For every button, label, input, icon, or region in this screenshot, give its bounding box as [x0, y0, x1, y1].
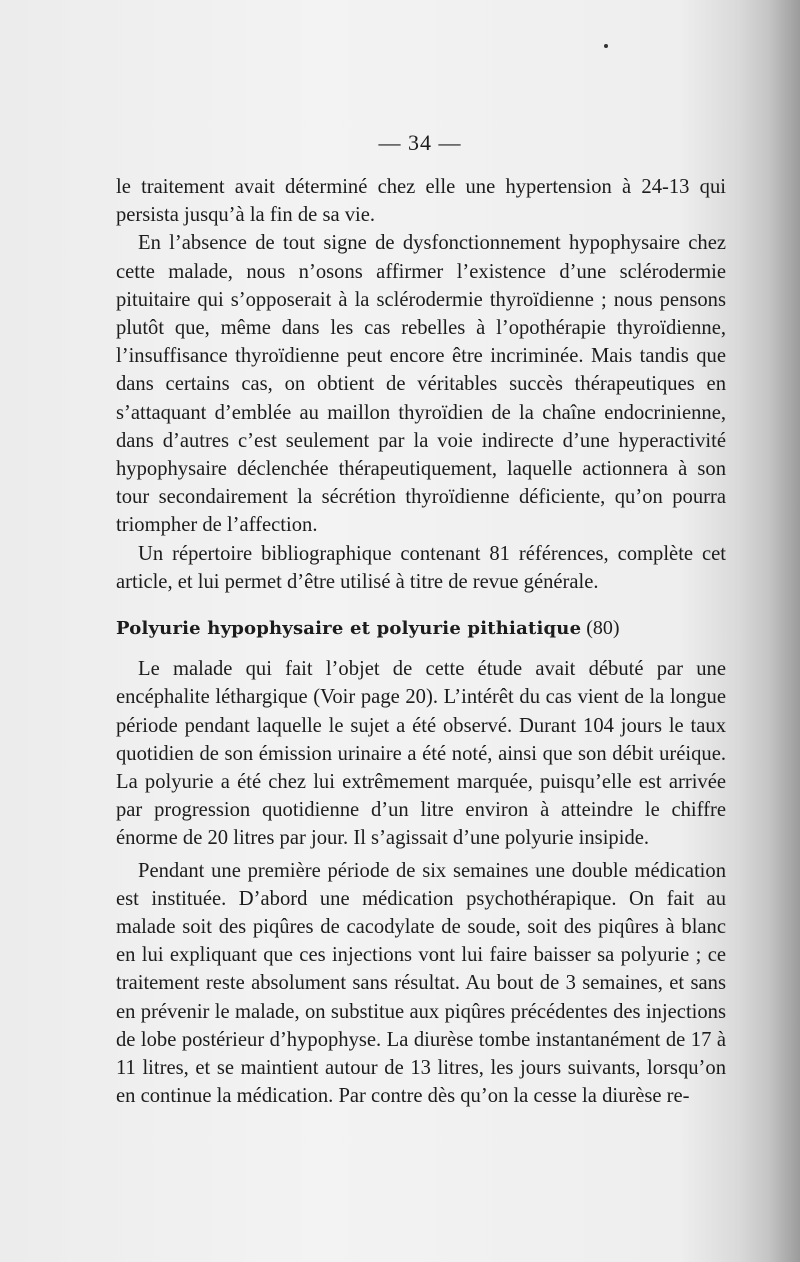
paragraph-bibliographie: Un répertoire bibliographique contenant 81 références, complète cet article, et lui permet d’être utilisé à titre de revue générale. [116, 542, 726, 593]
ink-speck [604, 44, 608, 48]
paragraph-continuation: le traitement avait déterminé chez elle une hypertension à 24-13 qui persista jusqu’à la fin de sa vie. [116, 176, 726, 227]
section-heading-ref: (80) [586, 617, 620, 640]
section-heading [116, 614, 726, 643]
paragraph-sclerodermie: En l’absence de tout signe de dysfonctionnement hypophysaire chez cette malade, nous n’osons affirmer l’existence d’une sclérodermie pituitaire qui s’opposerait à la sclérodermie thyroïdienne ; nous pensons plutôt que, même dans les cas rebelles à l’opothérapie thyroïdienne, l’insuffisance thyroïdienne peut encore être incriminée. Mais tandis que dans certains cas, on obtient de véritables succès thérapeutiques en s’attaquant d’emblée au maillon thyroïdien de la chaîne endocrinienne, dans d’autres c’est seulement par la voie indirecte d’une hyperactivité hypophysaire déclenchée thérapeutiquement, laquelle actionnera à son tour secondairement la sécrétion thyroïdienne déficiente, qu’on pourra triompher de l’affection. [116, 232, 726, 537]
paragraph-medication: Pendant une première période de six semaines une double médication est instituée. D’abord une médication psychothérapique. On fait au malade soit des piqûres de cacodylate de soude, soit des piqûres à blanc en lui expliquant que ces injections vont lui faire baisser sa polyurie ; ce traitement reste absolument sans résultat. Au bout de 3 semaines, et sans en prévenir le malade, on substitue aux piqûres précédentes des injections de lobe postérieur d’hypophyse. La diurèse tombe instantanément de 17 à 11 litres, et se maintient autour de 13 litres, les jours suivants, lorsqu’on en continue la médication. Par contre dès qu’on la cesse la diurèse re- [116, 859, 726, 1108]
page-number: — 34 — [378, 130, 462, 155]
paragraph-malade: Le malade qui fait l’objet de cette étude avait débuté par une encéphalite léthargique (Voir page 20). L’intérêt du cas vient de la longue période pendant laquelle le sujet a été observé. Durant 104 jours le taux quotidien de son émission urinaire a été noté, ainsi que son débit uréique. La polyurie a été chez lui extrêmement marquée, puisqu’elle est arrivée par progression quotidienne d’un litre environ à atteindre le chiffre énorme de 20 litres par jour. Il s’agissait d’une polyurie insipide. [116, 658, 726, 850]
page-edge-shadow [740, 0, 800, 1262]
section-heading-title: Polyurie hypophysaire et polyurie pithiatique [116, 618, 582, 640]
body-text [116, 173, 726, 1111]
